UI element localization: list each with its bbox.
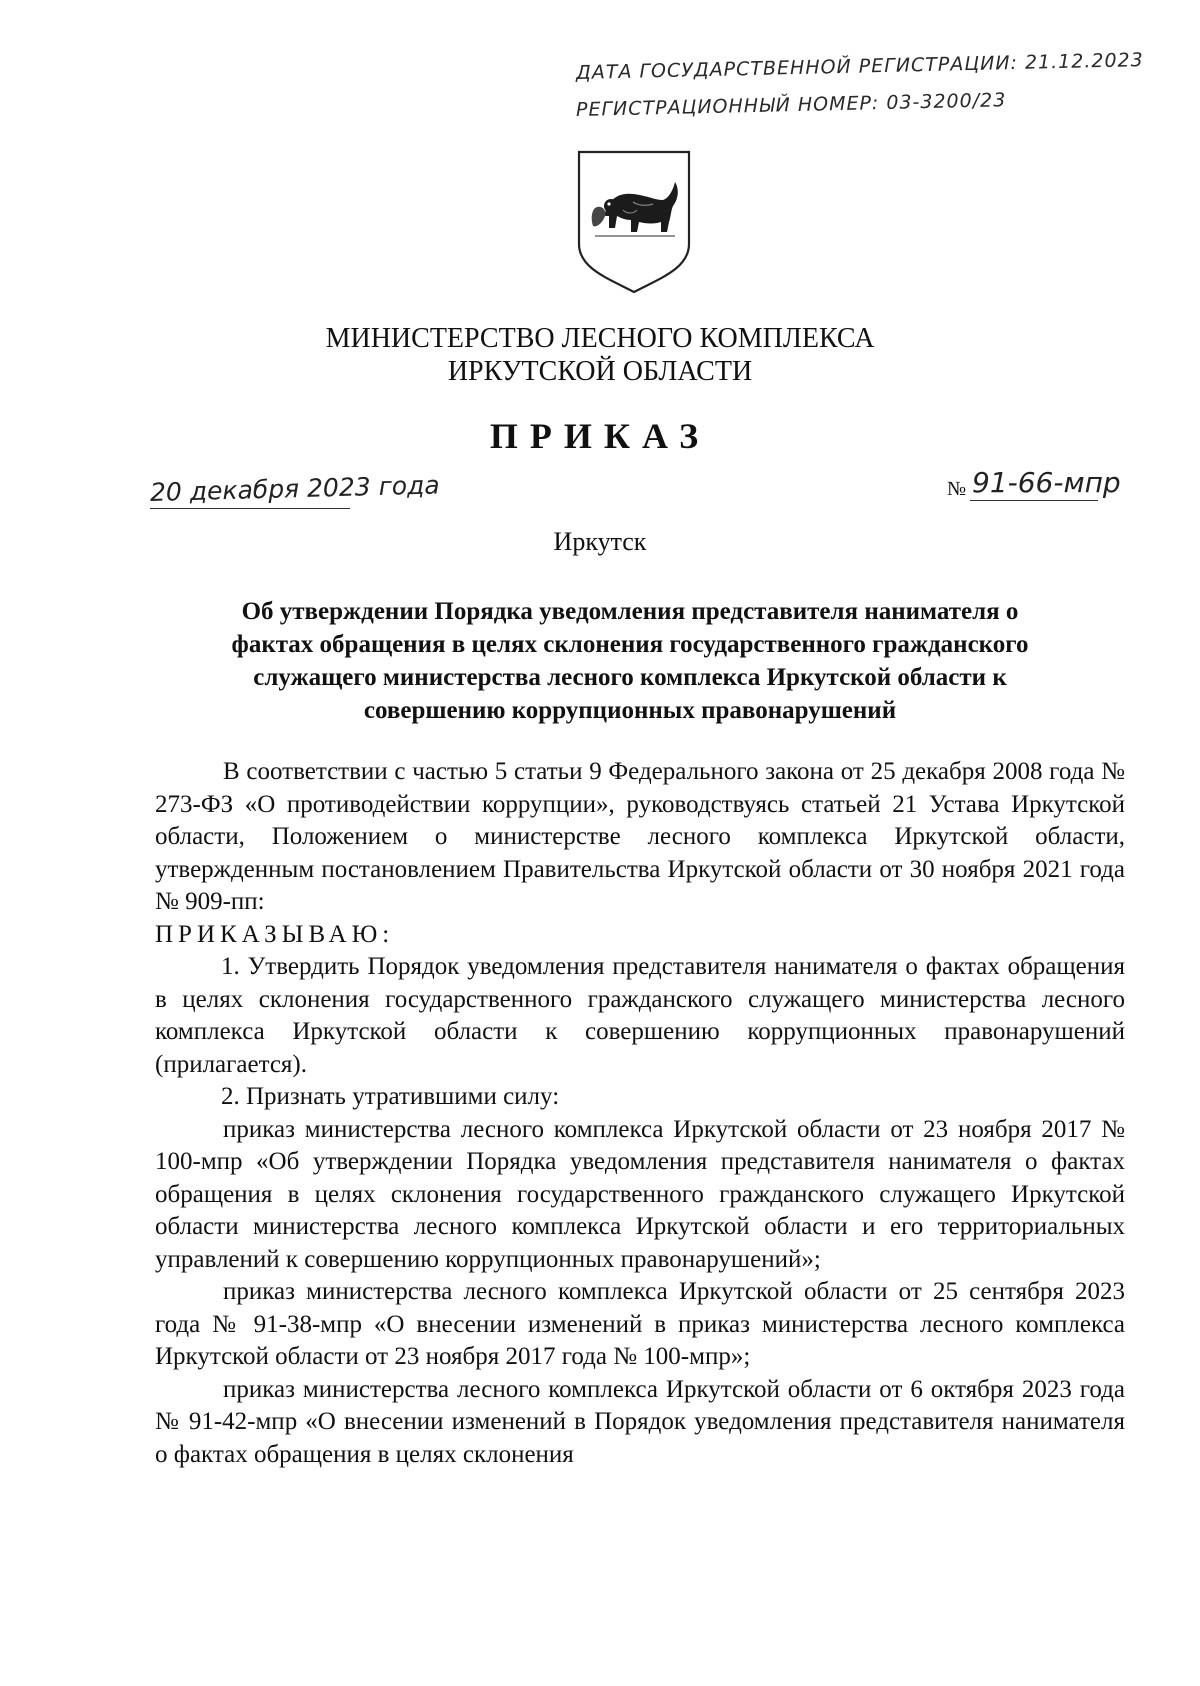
registration-date: ДАТА ГОСУДАРСТВЕННОЙ РЕГИСТРАЦИИ: 21.12.2023 bbox=[575, 49, 1144, 84]
ministry-name-line1: МИНИСТЕРСТВО ЛЕСНОГО КОМПЛЕКСА bbox=[325, 323, 875, 354]
coat-of-arms-icon bbox=[575, 148, 693, 296]
number-label: № bbox=[947, 478, 967, 500]
date-underline bbox=[150, 508, 350, 509]
order-number: 91-66-мпр bbox=[972, 466, 1121, 499]
city: Иркутск bbox=[553, 527, 647, 556]
subject-line: служащего министерства лесного комплекса Иркутской области к bbox=[253, 664, 1007, 691]
subject-line: совершению коррупционных правонарушений bbox=[363, 697, 897, 724]
number-underline bbox=[970, 500, 1098, 501]
registration-number: РЕГИСТРАЦИОННЫЙ НОМЕР: 03-3200/23 bbox=[575, 89, 1007, 121]
ministry-name-line2: ИРКУТСКОЙ ОБЛАСТИ bbox=[447, 356, 753, 387]
document-type: ПРИКАЗ bbox=[489, 416, 711, 456]
order-keyword: ПРИКАЗЫВАЮ: bbox=[155, 920, 395, 948]
repeal-paragraph-2: приказ министерства лесного комплекса Иркутской области от 25 сентября 2023 года № 91-38-мпр «О внесении изменений в приказ министерства лесного комплекса Иркутской области от 23 ноября 2017 года № 100-мпр»; bbox=[155, 1278, 1125, 1370]
subject-line: Об утверждении Порядка уведомления представителя нанимателя о bbox=[241, 598, 1019, 625]
subject-line: фактах обращения в целях склонения государственного гражданского bbox=[231, 631, 1029, 658]
item-1-paragraph: 1. Утвердить Порядок уведомления представителя нанимателя о фактах обращения в целях склонения государственного гражданского служащего министерства лесного комплекса Иркутской области к совершению коррупционных правонарушений (прилагается). bbox=[155, 953, 1125, 1078]
repeal-paragraph-3: приказ министерства лесного комплекса Иркутской области от 6 октября 2023 года № 91-42-мпр «О внесении изменений в Порядок уведомления представителя нанимателя о фактах обращения в целях склонения bbox=[155, 1375, 1125, 1468]
item-2-paragraph: 2. Признать утратившими силу: bbox=[221, 1083, 560, 1110]
order-date: 20 декабря 2023 года bbox=[149, 470, 441, 507]
preamble-paragraph: В соответствии с частью 5 статьи 9 Федерального закона от 25 декабря 2008 года № 273-ФЗ «О противодействии коррупции», руководствуясь статьей 21 Устава Иркутской области, Положением о министерстве лесного комплекса Иркутской области, утвержденным постановлением Правительства Иркутской области от 30 ноября 2021 года № 909-пп: bbox=[155, 758, 1125, 915]
order-body bbox=[155, 756, 1125, 1471]
order-subject bbox=[180, 595, 1080, 727]
repeal-paragraph-1: приказ министерства лесного комплекса Иркутской области от 23 ноября 2017 № 100-мпр «Об утверждении Порядка уведомления представителя нанимателя о фактах обращения в целях склонения государственного гражданского служащего Иркутской области министерства лесного комплекса Иркутской области и его территориальных управлений к совершению коррупционных правонарушений»; bbox=[155, 1115, 1125, 1273]
